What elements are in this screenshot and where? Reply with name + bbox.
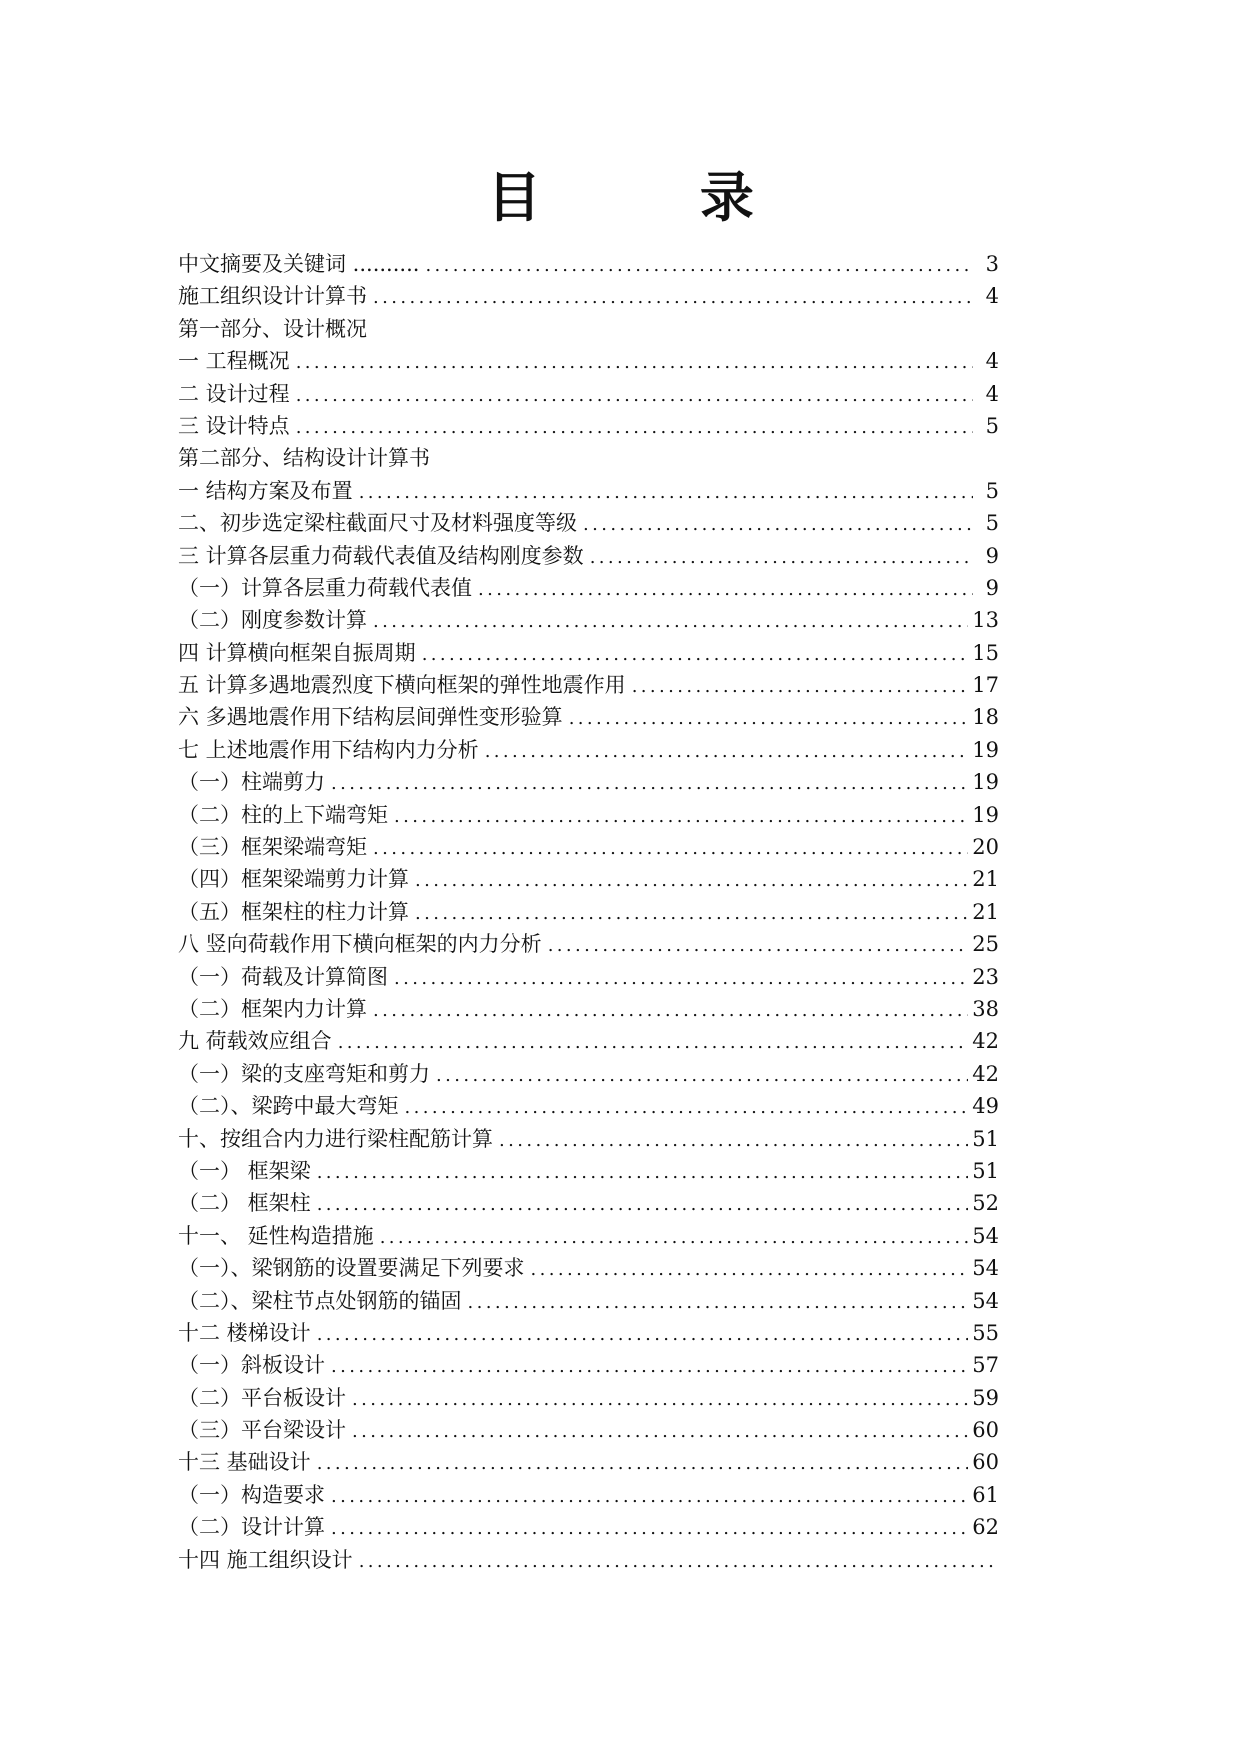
toc-entry bbox=[178, 313, 999, 345]
toc-entry-title: （二）设计计算 bbox=[178, 1515, 325, 1540]
toc-entry bbox=[178, 280, 999, 312]
toc-entry bbox=[178, 1285, 999, 1317]
toc-entry bbox=[178, 475, 999, 507]
toc-entry-title: （二）平台板设计 bbox=[178, 1385, 346, 1410]
toc-entry bbox=[178, 1317, 999, 1349]
toc-dot-leader bbox=[359, 477, 973, 507]
toc-entry-title: （四）框架梁端剪力计算 bbox=[178, 867, 409, 892]
toc-entry-title: （二） 框架柱 bbox=[178, 1191, 311, 1216]
toc-entry-page-number: 4 bbox=[985, 284, 999, 309]
toc-dot-leader bbox=[352, 1384, 968, 1414]
toc-entry-page-number: 52 bbox=[972, 1191, 999, 1216]
toc-entry-title: 中文摘要及关键词 .......... bbox=[178, 252, 420, 276]
toc-dot-leader bbox=[296, 347, 973, 377]
toc-dot-leader bbox=[352, 1416, 968, 1446]
toc-dot-leader bbox=[317, 1448, 969, 1478]
toc-dot-leader bbox=[548, 930, 969, 960]
toc-dot-leader bbox=[317, 1157, 969, 1187]
toc-entry-title: （二）、梁跨中最大弯矩 bbox=[178, 1094, 399, 1119]
toc-entry-title: 十三 基础设计 bbox=[178, 1450, 311, 1475]
toc-dot-leader bbox=[331, 1513, 968, 1543]
toc-entry bbox=[178, 442, 999, 474]
toc-entry-page-number: 61 bbox=[972, 1482, 999, 1507]
toc-entry bbox=[178, 928, 999, 960]
toc-entry-page-number: 19 bbox=[972, 770, 999, 795]
toc-entry bbox=[178, 1187, 999, 1219]
toc-entry bbox=[178, 799, 999, 831]
toc-entry-title: 二、初步选定梁柱截面尺寸及材料强度等级 bbox=[178, 511, 577, 536]
toc-entry bbox=[178, 1414, 999, 1446]
page-title: 目 录 bbox=[487, 166, 824, 229]
toc-entry-page-number: 18 bbox=[972, 705, 999, 730]
toc-dot-leader bbox=[569, 703, 969, 733]
toc-entry-page-number: 20 bbox=[972, 835, 999, 860]
toc-entry-page-number: 54 bbox=[972, 1223, 999, 1248]
toc-entry-title: 五 计算多遇地震烈度下横向框架的弹性地震作用 bbox=[178, 673, 626, 698]
toc-entry-title: 十二 楼梯设计 bbox=[178, 1320, 311, 1345]
toc-entry-page-number: 51 bbox=[972, 1158, 999, 1183]
toc-dot-leader bbox=[425, 250, 973, 280]
toc-dot-leader bbox=[583, 509, 973, 539]
toc-dot-leader bbox=[485, 736, 969, 766]
toc-dot-leader bbox=[468, 1287, 969, 1317]
toc-entry-title: （一）、梁钢筋的设置要满足下列要求 bbox=[178, 1256, 525, 1281]
toc-dot-leader bbox=[331, 1351, 968, 1381]
toc-entry-page-number: 54 bbox=[972, 1256, 999, 1281]
toc-entry-title: （二）框架内力计算 bbox=[178, 996, 367, 1021]
toc-entry-title: 九 荷载效应组合 bbox=[178, 1029, 332, 1054]
toc-dot-leader bbox=[531, 1254, 969, 1284]
toc-dot-leader bbox=[317, 1189, 969, 1219]
toc-entry-page-number: 15 bbox=[972, 640, 999, 665]
toc-entry bbox=[178, 1511, 999, 1543]
toc-entry-title: 施工组织设计计算书 bbox=[178, 284, 367, 309]
toc-entry-title: （二）柱的上下端弯矩 bbox=[178, 802, 388, 827]
toc-entry bbox=[178, 604, 999, 636]
toc-entry-title: 二 设计过程 bbox=[178, 381, 290, 406]
toc-entry bbox=[178, 637, 999, 669]
toc-dot-leader bbox=[296, 412, 973, 442]
toc-entry-page-number: 57 bbox=[972, 1353, 999, 1378]
toc-dot-leader bbox=[499, 1125, 968, 1155]
toc-dot-leader bbox=[380, 1222, 969, 1252]
toc-entry bbox=[178, 896, 999, 928]
toc-entry bbox=[178, 248, 999, 280]
toc-entry bbox=[178, 540, 999, 572]
toc-entry-page-number: 4 bbox=[985, 349, 999, 374]
toc-entry-page-number: 3 bbox=[985, 252, 999, 276]
toc-entry bbox=[178, 1123, 999, 1155]
toc-entry bbox=[178, 831, 999, 863]
toc-entry bbox=[178, 961, 999, 993]
toc-entry bbox=[178, 1090, 999, 1122]
toc-entry-title: （一）计算各层重力荷载代表值 bbox=[178, 575, 472, 600]
toc-entry-title: 一 结构方案及布置 bbox=[178, 478, 353, 503]
toc-entry bbox=[178, 1252, 999, 1284]
toc-dot-leader bbox=[373, 282, 973, 312]
toc-entry-page-number: 60 bbox=[972, 1418, 999, 1443]
toc-entry-page-number: 19 bbox=[972, 802, 999, 827]
toc-dot-leader bbox=[373, 606, 968, 636]
toc-entry-title: 三 计算各层重力荷载代表值及结构刚度参数 bbox=[178, 543, 584, 568]
toc-entry-title: 八 竖向荷载作用下横向框架的内力分析 bbox=[178, 932, 542, 957]
toc-entry bbox=[178, 701, 999, 733]
toc-entry-page-number: 9 bbox=[985, 543, 999, 568]
toc-entry-page-number: 19 bbox=[972, 737, 999, 762]
toc-dot-leader bbox=[422, 639, 969, 669]
toc-dot-leader bbox=[331, 1481, 968, 1511]
toc-entry bbox=[178, 507, 999, 539]
toc-entry-title: （一）梁的支座弯矩和剪力 bbox=[178, 1061, 430, 1086]
toc-dot-leader bbox=[373, 833, 968, 863]
toc-dot-leader bbox=[405, 1092, 969, 1122]
toc-entry bbox=[178, 1155, 999, 1187]
toc-entry bbox=[178, 734, 999, 766]
toc-entry-title: 四 计算横向框架自振周期 bbox=[178, 640, 416, 665]
toc-dot-leader bbox=[338, 1027, 969, 1057]
toc-entry-page-number: 62 bbox=[972, 1515, 999, 1540]
toc-entry-title: （一）构造要求 bbox=[178, 1482, 325, 1507]
toc-entry bbox=[178, 345, 999, 377]
toc-entry-page-number: 23 bbox=[972, 964, 999, 989]
toc-entry bbox=[178, 410, 999, 442]
toc-entry-page-number: 60 bbox=[972, 1450, 999, 1475]
toc-entry-page-number: 42 bbox=[972, 1029, 999, 1054]
toc-dot-leader bbox=[394, 801, 968, 831]
toc-entry bbox=[178, 766, 999, 798]
toc-entry-title: 十、按组合内力进行梁柱配筋计算 bbox=[178, 1126, 493, 1151]
toc-dot-leader bbox=[296, 380, 973, 410]
toc-entry-page-number: 5 bbox=[985, 413, 999, 438]
toc-entry-title: （一）柱端剪力 bbox=[178, 770, 325, 795]
toc-dot-leader bbox=[590, 542, 973, 572]
toc-dot-leader bbox=[632, 671, 969, 701]
toc-entry bbox=[178, 863, 999, 895]
toc-dot-leader bbox=[373, 995, 968, 1025]
toc-entry bbox=[178, 1479, 999, 1511]
toc-entry-title: 第二部分、结构设计计算书 bbox=[178, 446, 430, 471]
toc-entry-page-number: 13 bbox=[972, 608, 999, 633]
toc-entry-title: （一）荷载及计算简图 bbox=[178, 964, 388, 989]
toc-entry bbox=[178, 1382, 999, 1414]
toc-entry-page-number: 21 bbox=[972, 867, 999, 892]
toc-entry-title: （一）斜板设计 bbox=[178, 1353, 325, 1378]
toc-entry bbox=[178, 1544, 999, 1576]
toc-entry bbox=[178, 1025, 999, 1057]
toc-entry-title: （三）框架梁端弯矩 bbox=[178, 835, 367, 860]
toc-dot-leader bbox=[478, 574, 973, 604]
toc-entry-title: 第一部分、设计概况 bbox=[178, 316, 367, 341]
toc-entry bbox=[178, 1446, 999, 1478]
toc-entry-page-number: 21 bbox=[972, 899, 999, 924]
toc-entry-title: 十四 施工组织设计 bbox=[178, 1547, 353, 1572]
toc-entry bbox=[178, 1220, 999, 1252]
toc-entry bbox=[178, 669, 999, 701]
toc-entry-title: 七 上述地震作用下结构内力分析 bbox=[178, 737, 479, 762]
toc-entry-title: （二）刚度参数计算 bbox=[178, 608, 367, 633]
toc-entry-title: （一） 框架梁 bbox=[178, 1158, 311, 1183]
toc-entry-page-number: 5 bbox=[985, 511, 999, 536]
toc-entry-page-number: 42 bbox=[972, 1061, 999, 1086]
toc-entry-title: （三）平台梁设计 bbox=[178, 1418, 346, 1443]
toc-entry bbox=[178, 1349, 999, 1381]
toc-entry-page-number: 38 bbox=[972, 996, 999, 1021]
toc-entry-page-number: 17 bbox=[972, 673, 999, 698]
toc-entry bbox=[178, 572, 999, 604]
toc-entry-title: （五）框架柱的柱力计算 bbox=[178, 899, 409, 924]
toc-entry bbox=[178, 993, 999, 1025]
toc-entry-title: （二）、梁柱节点处钢筋的锚固 bbox=[178, 1288, 462, 1313]
toc-entry-page-number: 9 bbox=[985, 575, 999, 600]
toc-entry-page-number: 25 bbox=[972, 932, 999, 957]
toc-dot-leader bbox=[415, 898, 968, 928]
table-of-contents bbox=[178, 248, 999, 1576]
toc-dot-leader bbox=[415, 865, 968, 895]
toc-entry-title: 三 设计特点 bbox=[178, 413, 290, 438]
toc-entry-page-number: 59 bbox=[972, 1385, 999, 1410]
toc-entry-page-number: 51 bbox=[972, 1126, 999, 1151]
toc-entry-page-number: 5 bbox=[985, 478, 999, 503]
toc-entry-page-number: 55 bbox=[972, 1320, 999, 1345]
toc-entry-page-number: 49 bbox=[972, 1094, 999, 1119]
toc-dot-leader bbox=[359, 1546, 995, 1576]
toc-entry-title: 一 工程概况 bbox=[178, 349, 290, 374]
toc-entry bbox=[178, 1058, 999, 1090]
toc-entry-title: 六 多遇地震作用下结构层间弹性变形验算 bbox=[178, 705, 563, 730]
toc-entry-page-number: 54 bbox=[972, 1288, 999, 1313]
toc-dot-leader bbox=[394, 963, 968, 993]
toc-entry-title: 十一、 延性构造措施 bbox=[178, 1223, 374, 1248]
toc-entry bbox=[178, 378, 999, 410]
toc-dot-leader bbox=[436, 1060, 968, 1090]
toc-dot-leader bbox=[331, 768, 968, 798]
toc-entry-page-number: 4 bbox=[985, 381, 999, 406]
toc-dot-leader bbox=[317, 1319, 969, 1349]
